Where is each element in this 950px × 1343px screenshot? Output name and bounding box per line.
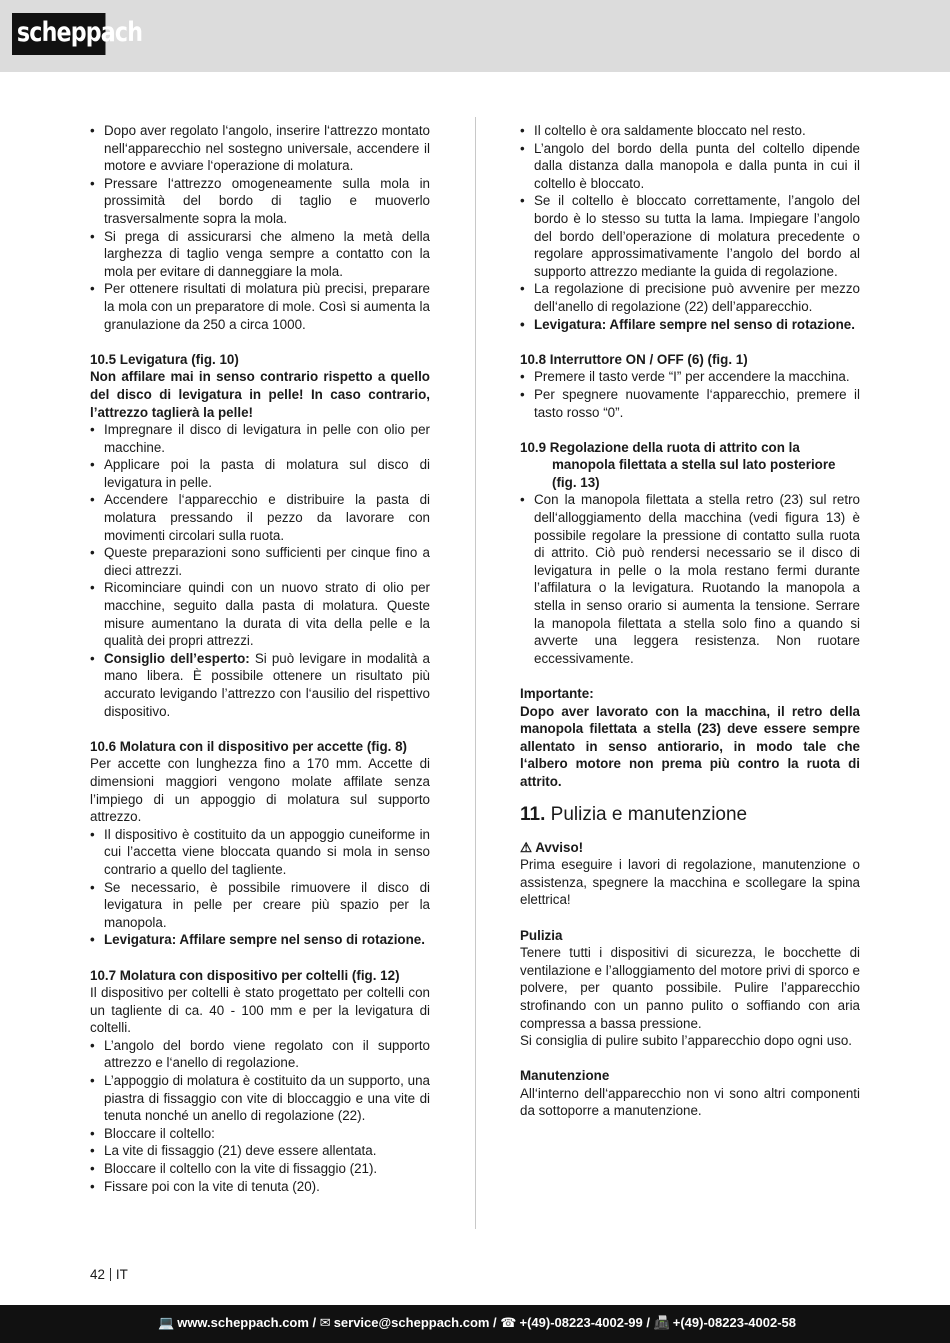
list-item: • Applicare poi la pasta di molatura sul disco di levigatura in pelle.: [90, 456, 430, 491]
list-item: • Il coltello è ora saldamente bloccato nel resto.: [520, 122, 860, 140]
list-item: • Bloccare il coltello con la vite di fissaggio (21).: [90, 1160, 430, 1178]
list-item-bold: • Levigatura: Affilare sempre nel senso di rotazione.: [520, 316, 860, 334]
bullet-list: [520, 368, 860, 421]
important-text: Dopo aver lavorato con la macchina, il retro della manopola filettata a stella (23) deve essere sempre allentato in senso antiorario, in modo tale che l‘albero motore non prema più contro la ruota di attrito.: [520, 703, 860, 789]
bullet-list: [90, 421, 430, 720]
section-10-6-text: Per accette con lunghezza fino a 170 mm. Accette di dimensioni maggiori vengono molate affilate senza l’impiego di un appoggio di molatura sul supporto attrezzo.: [90, 756, 430, 825]
section-11-heading: [520, 803, 860, 827]
section-10-8-heading: 10.8 Interruttore ON / OFF (6) (fig. 1): [520, 351, 748, 367]
header-bar: [0, 0, 950, 72]
warning-text: Prima eseguire i lavori di regolazione, manutenzione o assistenza, spegnere la macchina e scollegare la spina elettrica!: [520, 857, 860, 908]
page-language: IT: [115, 1267, 128, 1282]
section-10-5-heading: 10.5 Levigatura (fig. 10): [90, 351, 239, 367]
list-item: • L’angolo del bordo viene regolato con il supporto attrezzo e l‘anello di regolazione.: [90, 1037, 430, 1072]
phone-icon: ☎: [500, 1315, 517, 1330]
section-10-5-warning: Non affilare mai in senso contrario rispetto a quello del disco di levigatura in pelle! In caso contrario, l’attrezzo taglierà la pelle!: [90, 369, 430, 420]
list-item: • La regolazione di precisione può avvenire per mezzo dell‘anello di regolazione (22) dell’apparecchio.: [520, 280, 860, 315]
right-column: [520, 122, 860, 1120]
maintenance-text: All‘interno dell‘apparecchio non vi sono altri componenti da sottoporre a manutenzione.: [520, 1085, 860, 1119]
list-item-tip: [90, 650, 430, 720]
mail-icon: ✉: [319, 1315, 331, 1330]
footer-contacts: [158, 1315, 796, 1331]
column-divider: [475, 117, 476, 1229]
list-item: • Bloccare il coltello:: [90, 1125, 430, 1143]
important-heading: Importante:: [520, 686, 594, 701]
bullet-list: [90, 1037, 430, 1195]
footer-website-link[interactable]: www.scheppach.com /: [177, 1315, 317, 1330]
section-11-title: Pulizia e manutenzione: [550, 803, 748, 825]
list-item: • Pressare l‘attrezzo omogeneamente sulla mola in prossimità del bordo di taglio e muoverlo trasversalmente sopra la mola.: [90, 175, 430, 228]
section-10-9-heading: 10.9 Regolazione della ruota di attrito con la manopola filettata a stella sul lato posteriore (fig. 13): [520, 439, 836, 490]
section-10-6-heading: 10.6 Molatura con il dispositivo per accette (fig. 8): [90, 738, 407, 754]
list-item: • Ricominciare quindi con un nuovo strato di olio per macchine, seguito dalla pasta di molatura. Queste misure aumentano la durata di vita della pelle e la qualità dei propri attrezzi.: [90, 579, 430, 649]
list-item: • Accendere l‘apparecchio e distribuire la pasta di molatura pressando il pezzo da lavorare con movimenti circolari sulla ruota.: [90, 491, 430, 544]
list-item: • L’appoggio di molatura è costituito da un supporto, una piastra di fissaggio con vite di bloccaggio e una vite di tenuta nonché un anello di regolazione (22).: [90, 1072, 430, 1125]
footer-phone: +(49)-08223-4002-99 /: [519, 1315, 650, 1330]
cleaning-text: Tenere tutti i dispositivi di sicurezza, le bocchette di ventilazione e l’alloggiamento del motore privi di sporco e polvere, per quanto possibile. Pulire l’apparecchio strofinando con un panno pulito o soffiando con aria compressa a bassa pressione.: [520, 945, 860, 1031]
page-number: [90, 1266, 128, 1283]
bullet-list: [520, 491, 860, 667]
page-number-value: 42: [90, 1267, 105, 1282]
list-item: • La vite di fissaggio (21) deve essere allentata.: [90, 1142, 430, 1160]
cleaning-text-2: Si consiglia di pulire subito l’apparecchio dopo ogni uso.: [520, 1033, 853, 1049]
list-item: • Fissare poi con la vite di tenuta (20).: [90, 1178, 430, 1196]
warning-label: ⚠ Avviso!: [520, 839, 584, 855]
list-item: • Se il coltello è bloccato correttamente, l’angolo del bordo è lo stesso su tutta la lama. Impiegare l’angolo del bordo dell’operazione di molatura precedente o regolare approssimativamente l’angolo del bordo al supporto attrezzo mediante la guida di regolazione.: [520, 192, 860, 280]
left-column: [90, 122, 430, 1195]
list-item: • Il dispositivo è costituito da un appoggio cuneiforme in cui l’accetta viene bloccata quando si mola in senso contrario a quello del tagliente.: [90, 826, 430, 879]
scheppach-logo: scheppach: [12, 13, 105, 55]
list-item: • L’angolo del bordo della punta del coltello dipende dalla distanza dalla manopola e dalla punta in cui il coltello è bloccato.: [520, 140, 860, 193]
section-10-7-text: Il dispositivo per coltelli è stato progettato per coltelli con un tagliente di ca. 40 - 100 mm e per la levigatura di coltelli.: [90, 985, 430, 1036]
list-item: • Se necessario, è possibile rimuovere il disco di levigatura in pelle per creare più spazio per la manopola.: [90, 879, 430, 932]
bullet-list: [90, 122, 430, 333]
fax-icon: 📠: [653, 1315, 670, 1330]
list-item: • Per ottenere risultati di molatura più precisi, preparare la mola con un preparatore di mole. Così si aumenta la granulazione da 250 a circa 1000.: [90, 280, 430, 333]
tip-text: Si può levigare in modalità a mano libera. È possibile ottenere un risultato più accurato levigando l’attrezzo con l‘ausilio del rispettivo dispositivo.: [104, 650, 430, 719]
footer-email-link[interactable]: service@scheppach.com /: [333, 1315, 497, 1330]
list-item: • Impregnare il disco di levigatura in pelle con olio per macchine.: [90, 421, 430, 456]
section-10-7-heading: 10.7 Molatura con dispositivo per coltelli (fig. 12): [90, 967, 400, 983]
cleaning-heading: Pulizia: [520, 927, 563, 943]
tip-label: Consiglio dell’esperto:: [104, 650, 250, 666]
computer-icon: 💻: [158, 1315, 175, 1330]
page-number-separator: [110, 1268, 111, 1281]
bullet-list: [520, 122, 860, 333]
list-item: • Queste preparazioni sono sufficienti per cinque fino a dieci attrezzi.: [90, 544, 430, 579]
bullet-list: [90, 826, 430, 949]
footer-bar: [0, 1305, 950, 1343]
list-item-bold: • Levigatura: Affilare sempre nel senso di rotazione.: [90, 931, 430, 949]
list-item: • Per spegnere nuovamente l‘apparecchio, premere il tasto rosso “0”.: [520, 386, 860, 421]
section-11-number: 11.: [520, 803, 546, 825]
maintenance-heading: Manutenzione: [520, 1068, 610, 1084]
list-item: • Si prega di assicurarsi che almeno la metà della larghezza di taglio venga sempre a contatto con la mola per evitare di danneggiare la mola.: [90, 228, 430, 281]
list-item: • Con la manopola filettata a stella retro (23) sul retro dell‘alloggiamento della macchina (vedi figura 13) è possibile regolare la pressione di contatto sulla ruota di attrito. Ciò può rendersi necessario se il disco di levigatura in pelle o la mola restano fermi durante l’affilatura o la levigatura. Ruotando la manopola a stella in senso orario si aumenta la tensione. Serrare la manopola filettata a stella solo fino a quando si avverte una leggera resistenza. Non ruotare eccessivamente.: [520, 491, 860, 667]
list-item: • Dopo aver regolato l‘angolo, inserire l‘attrezzo montato nell‘apparecchio nel sostegno universale, accendere il motore e avviare l‘operazione di molatura.: [90, 122, 430, 175]
list-item: • Premere il tasto verde “I” per accendere la macchina.: [520, 368, 860, 386]
footer-fax: +(49)-08223-4002-58: [672, 1315, 796, 1330]
